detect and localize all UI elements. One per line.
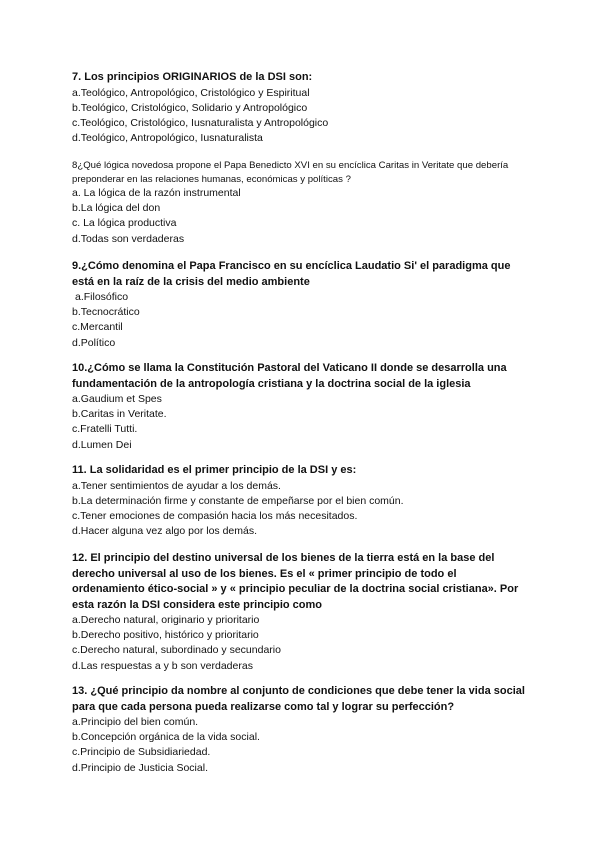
- option-b: b.Tecnocrático: [72, 306, 140, 319]
- option-b: b.La determinación firme y constante de empeñarse por el bien común.: [72, 494, 404, 507]
- option-b: b.Derecho positivo, histórico y prioritario: [72, 629, 259, 642]
- option-a: a.Filosófico: [75, 291, 129, 303]
- question-12: [72, 551, 532, 674]
- question-8: [72, 159, 542, 247]
- option-a: a. La lógica de la razón instrumental: [72, 187, 241, 199]
- option-d: d.Las respuestas a y b son verdaderas: [72, 659, 253, 672]
- question-title: 13. ¿Qué principio da nombre al conjunto de condiciones que debe tener la vida social para que cada persona pueda realizarse como tal y lograr su perfección?: [72, 685, 525, 713]
- option-d: d.Lumen Dei: [72, 438, 132, 451]
- question-11: [72, 463, 532, 539]
- question-title: 7. Los principios ORIGINARIOS de la DSI son:: [72, 71, 313, 83]
- option-a: a.Gaudium et Spes: [72, 393, 162, 405]
- question-title: 8¿Qué lógica novedosa propone el Papa Benedicto XVI en su encíclica Caritas in Veritate que debería preponderar en las relaciones humanas, económicas y políticas ?: [72, 160, 509, 185]
- question-title: 12. El principio del destino universal de los bienes de la tierra está en la base del derecho universal al uso de los bienes. Es el « primer principio de todo el ordenamiento ético-social » y « principio peculiar de la doctrina social cristiana». Por esta razón la DSI considera este principio como: [72, 552, 519, 611]
- option-a: a.Derecho natural, originario y prioritario: [72, 614, 260, 626]
- option-c: c.Fratelli Tutti.: [72, 423, 138, 436]
- option-a: a.Tener sentimientos de ayudar a los demás.: [72, 479, 281, 492]
- option-b: b.Teológico, Cristológico, Solidario y Antropológico: [72, 101, 308, 114]
- option-c: c.Derecho natural, subordinado y secundario: [72, 644, 281, 657]
- option-c: c.Tener emociones de compasión hacia los más necesitados.: [72, 509, 358, 522]
- question-10: [72, 361, 532, 453]
- option-d: d.Político: [72, 336, 116, 349]
- question-9: [72, 259, 532, 351]
- option-d: d.Teológico, Antropológico, Iusnaturalista: [72, 132, 263, 145]
- option-d: d.Todas son verdaderas: [72, 232, 185, 245]
- question-title: 10.¿Cómo se llama la Constitución Pastoral del Vaticano II donde se desarrolla una fundamentación de la antropología cristiana y la doctrina social de la iglesia: [72, 362, 507, 390]
- option-b: b.Concepción orgánica de la vida social.: [72, 731, 260, 744]
- question-13: [72, 684, 532, 776]
- option-b: b.La lógica del don: [72, 202, 161, 215]
- question-title: 9.¿Cómo denomina el Papa Francisco en su encíclica Laudatio Si' el paradigma que está en la raíz de la crisis del medio ambiente: [72, 260, 511, 288]
- option-d: d.Principio de Justicia Social.: [72, 761, 208, 774]
- option-c: c.Mercantil: [72, 321, 123, 334]
- option-a: a.Teológico, Antropológico, Cristológico y Espiritual: [72, 86, 310, 99]
- option-c: c.Teológico, Cristológico, Iusnaturalista y Antropológico: [72, 116, 329, 129]
- question-7: [72, 70, 532, 146]
- option-a: a.Principio del bien común.: [72, 716, 199, 728]
- option-d: d.Hacer alguna vez algo por los demás.: [72, 525, 258, 538]
- option-c: c. La lógica productiva: [72, 217, 177, 230]
- question-title: 11. La solidaridad es el primer principio de la DSI y es:: [72, 464, 357, 476]
- option-b: b.Caritas in Veritate.: [72, 408, 167, 421]
- option-c: c.Principio de Subsidiariedad.: [72, 746, 211, 759]
